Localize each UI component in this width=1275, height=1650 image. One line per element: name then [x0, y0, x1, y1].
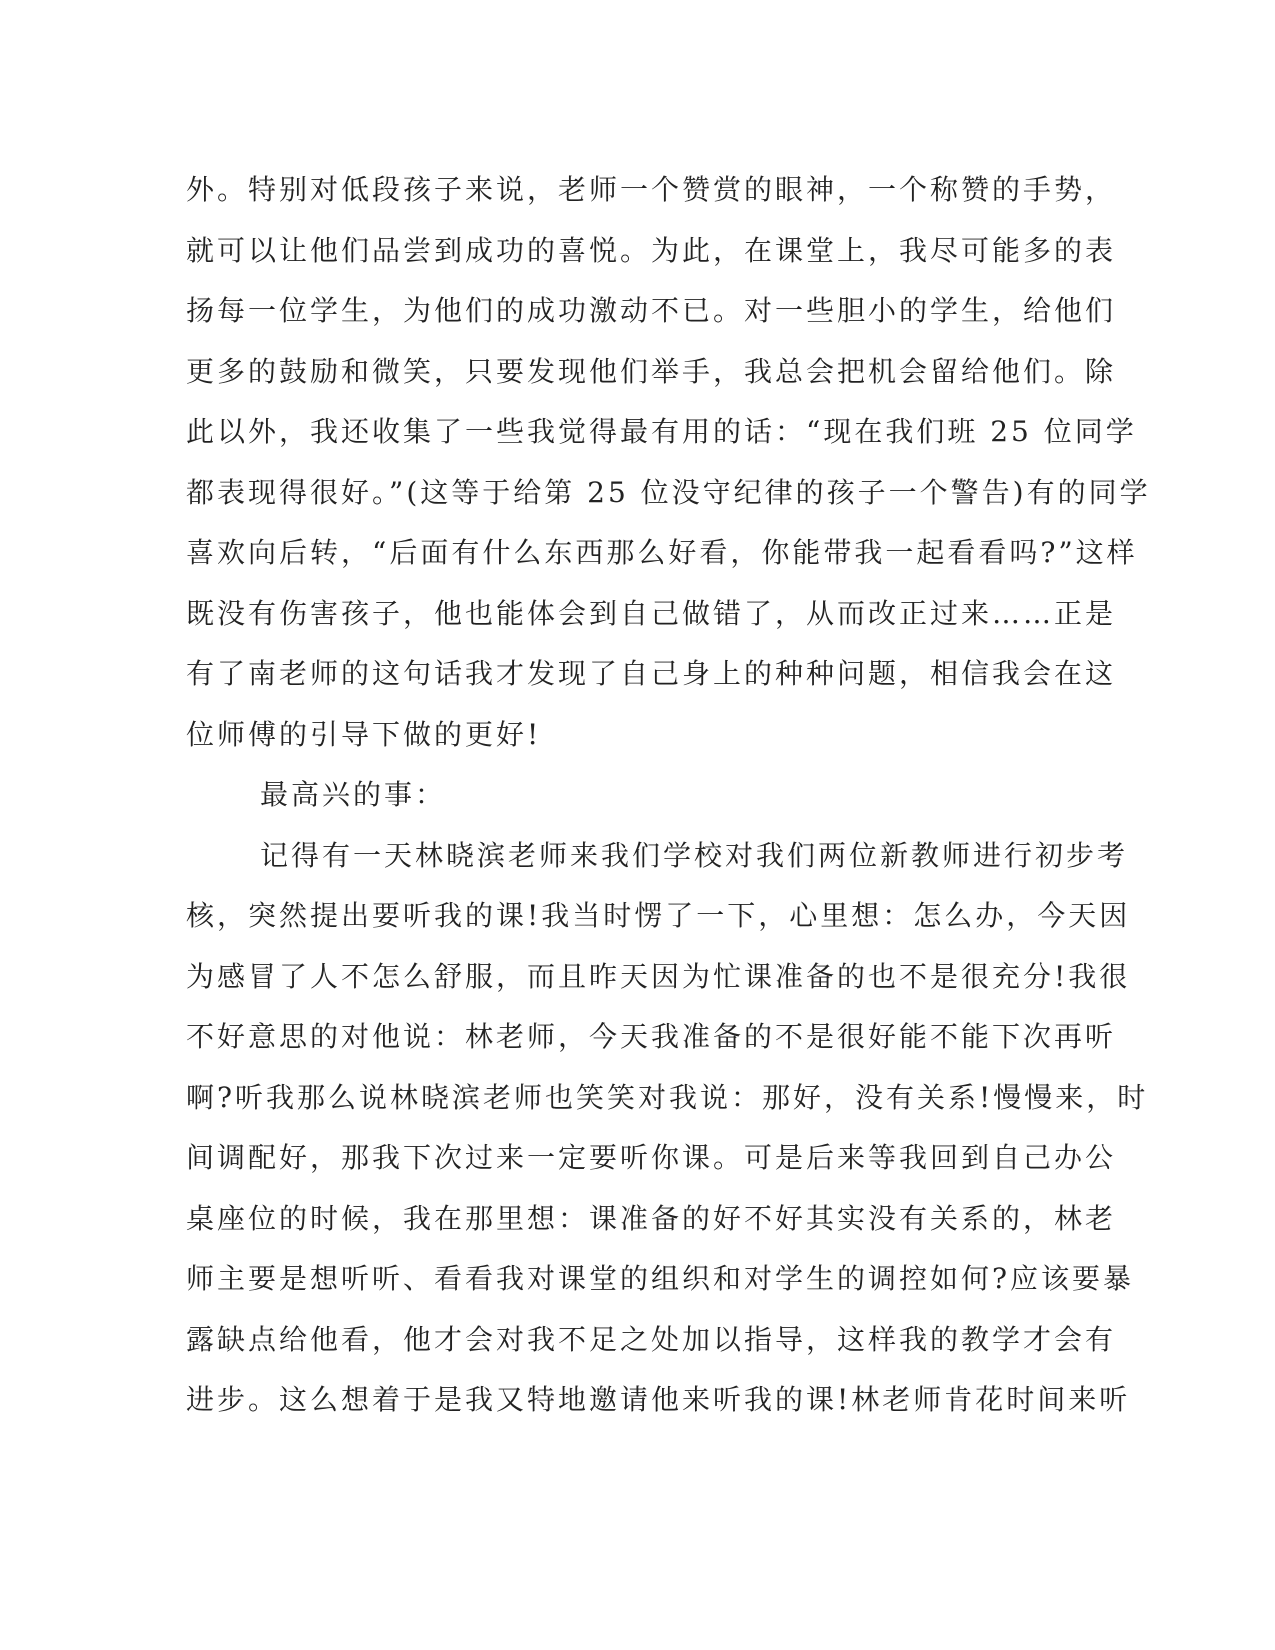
text-line: 既没有伤害孩子，他也能体会到自己做错了，从而改正过来……正是: [186, 596, 1117, 630]
text-line: 核，突然提出要听我的课!我当时愣了一下，心里想：怎么办，今天因: [186, 899, 1131, 932]
text-line: 啊?听我那么说林晓滨老师也笑笑对我说：那好，没有关系!慢慢来，时: [186, 1080, 1149, 1114]
text-line: 记得有一天林晓滨老师来我们学校对我们两位新教师进行初步考: [260, 838, 1129, 872]
text-line: 师主要是想听听、看看我对课堂的组织和对学生的调控如何?应该要暴: [186, 1262, 1135, 1295]
text-line: 不好意思的对他说：林老师，今天我准备的不是很好能不能下次再听: [186, 1020, 1117, 1053]
text-line: 此以外，我还收集了一些我觉得最有用的话：“现在我们班 25 位同学: [186, 415, 1137, 448]
text-line: 外。特别对低段孩子来说，老师一个赞赏的眼神，一个称赞的手势，: [186, 173, 1117, 206]
document-body: [186, 160, 1151, 1431]
text-line: 更多的鼓励和微笑，只要发现他们举手，我总会把机会留给他们。除: [186, 354, 1117, 388]
text-line: 进步。这么想着于是我又特地邀请他来听我的课!林老师肯花时间来听: [186, 1383, 1131, 1416]
text-line: 桌座位的时候，我在那里想：课准备的好不好其实没有关系的，林老: [186, 1201, 1117, 1235]
text-line: 位师傅的引导下做的更好!: [186, 717, 542, 751]
text-line: 都表现得很好。”(这等于给第 25 位没守纪律的孩子一个警告)有的同学: [186, 475, 1151, 509]
text-line: 间调配好，那我下次过来一定要听你课。可是后来等我回到自己办公: [186, 1141, 1117, 1174]
text-line: 就可以让他们品尝到成功的喜悦。为此，在课堂上，我尽可能多的表: [186, 233, 1117, 267]
text-line: 有了南老师的这句话我才发现了自己身上的种种问题，相信我会在这: [186, 657, 1117, 690]
text-line: 喜欢向后转，“后面有什么东西那么好看，你能带我一起看看吗?”这样: [186, 536, 1138, 569]
text-line: 露缺点给他看，他才会对我不足之处加以指导，这样我的教学才会有: [186, 1322, 1117, 1356]
text-line: 最高兴的事：: [260, 778, 447, 811]
text-line: 为感冒了人不怎么舒服，而且昨天因为忙课准备的也不是很充分!我很: [186, 959, 1131, 993]
text-line: 扬每一位学生，为他们的成功激动不已。对一些胆小的学生，给他们: [186, 294, 1117, 327]
